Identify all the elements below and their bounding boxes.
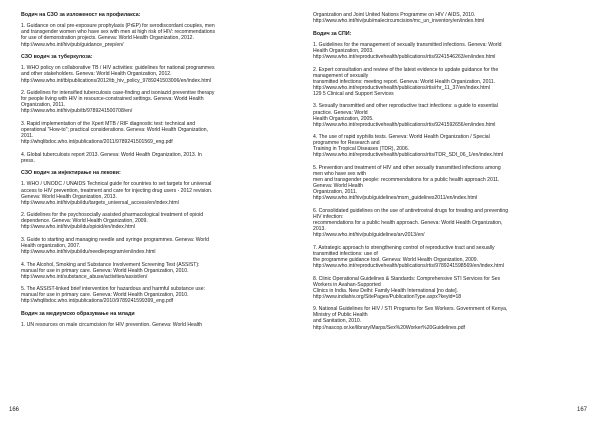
section-heading: Водич за медиумско образување на млади — [21, 310, 135, 317]
reference-entry: 5. Prevention and treatment of HIV and other sexually transmitted infections among men who have sex with men and transgender people: recommendations for a public health approach 2011. Geneva: World Health Organization, 2011. http://www.who.int/hiv/pub/guidelines/msm_guidelines2011/en/index.html — [313, 164, 501, 202]
reference-entry: 9. National Guidelines for HIV / STI Programs for Sex Workers. Government of Kenya, Ministry of Public Health and Sanitation, 2010. http://nascop.or.ke/library/Marps/Sex%20Worker%20Guidelines.pdf — [313, 306, 508, 331]
section-heading: СЗО водич за туберкулоза: — [21, 54, 93, 61]
reference-entry: 3. Guide to starting and managing needle and syringe programmes. Geneva: World Health organization, 2007. http://www.who.int/hiv/pub/idu/needleprogram/en/index.html — [21, 236, 209, 256]
right-page-text — [313, 12, 595, 337]
reference-entry: 3. Rapid implementation of the Xpert MTB / RIF diagnostic test: technical and operational "How-to"; practical considerations. Geneva: World Health Organization, 2011. http://whqlibdoc.who.int/publications/2011/9789241501569_eng.pdf — [21, 120, 208, 146]
reference-entry: 2. Expert consultation and review of the latest evidence to update guidance for the management of sexually transmitted infections: meeting report. Geneva: World Health Organization, 2011. http://www.who.int/reproductivehealth/publications/rtis/rhr_11_37/en/index.html 129 5 Clinical and Support Services — [313, 66, 499, 97]
reference-entry: 3. Sexually transmitted and other reproductive tract infections: a guide to essential practice. Geneva: World Health Organization, 2005. http://www.who.int/reproductivehealth/publications/rtis/9241592656/en/index.html — [313, 103, 498, 128]
reference-entry: 8. Clinic Operational Guidelines & Standards: Comprehensive STI Services for Sex Workers in Avahan-Supported Clinics in India. New Delhi: Family Health International [no date]. http://www.indiahiv.org/SitePages/PublicationType.aspx?keyid=18 — [313, 275, 501, 300]
reference-entry: Organization and Joint United Nations Programme on HIV / AIDS, 2010. http://www.who.int/hiv/pub/malecircumcision/mc_un_inventory/en/index.html — [313, 12, 485, 25]
reference-entry: 1. WHO / UNODC / UNAIDS Technical guide for countries to set targets for universal access to HIV prevention, treatment and care for injecting drug users - 2012 revision. Geneva: World Health Organization, 2013. http://www.who.int/hiv/pub/idu/targets_universal_access/en/index.html — [21, 181, 213, 206]
reference-entry: 4. The use of rapid syphilis tests. Geneva: World Health Organization / Special programme for Research and Training in Tropical Diseases (TDR), 2006. http://www.who.int/reproductivehealth/publications/rtis/TDR_SDI_06_1/en/index.html — [313, 134, 503, 159]
reference-entry: 1. UN resources on male circumcision for HIV prevention. Geneva: World Health — [21, 322, 203, 329]
right-page — [300, 0, 600, 424]
reference-entry: 2. Guidelines for the psychosocially assisted pharmacological treatment of opioid dependence. Geneva: World Health Organization, 2009. http://www.who.int/hiv/pub/idu/opioid/en/index.html — [21, 212, 204, 231]
reference-entry: 1. Guidance on oral pre-exposure prophylaxis (PrEP) for serodiscordant couples, men and transgender women who have sex with men at high risk of HIV: recommendations for use of demonstration projects. Geneva: World Health Organization, 2012. http://www.who.int/hiv/pub/guidance_prep/en/ — [21, 23, 216, 48]
reference-entry: 1. WHO policy on collaborative TB / HIV activities: guidelines for national programmes and other stakeholders. Geneva: World Health Organization, 2012. http://www.who.int/tb/publications/2012/tb_hiv_policy_9789241503006/en/index.html — [21, 65, 215, 84]
reference-entry: 4. The Alcohol, Smoking and Substance Involvement Screening Test (ASSIST): manual for use in primary care. Geneva: World Health Organization, 2010. http://www.who.int/substance_abuse/activities/assist/en/ — [21, 261, 200, 280]
reference-entry: 6. Consolidated guidelines on the use of antiretroviral drugs for treating and preventing HIV infection: recommendations for a public health approach. Geneva: World Health Organization, 2013. http://www.who.int/hiv/pub/guidelines/arv2013/en/ — [313, 207, 509, 239]
reference-entry: 1. Guidelines for the management of sexually transmitted infections. Geneva: World Health Organization, 2003. http://www.who.int/reproductivehealth/publications/rtis/9241546263/en/index.html — [313, 41, 502, 61]
section-heading: Водич на СЗО за изложеност на профилакса: — [21, 12, 141, 18]
right-page-number: 167 — [576, 407, 587, 413]
reference-entry: 7. Astrategic approach to strengthening control of reproductive tract and sexually transmitted infections: use of the programme guidance tool. Geneva: World Health Organization, 2009. http://www.who.int/reproductivehealth/publications/rtis/9789241598569/en/index.html — [313, 244, 504, 270]
left-page-number: 166 — [9, 407, 20, 413]
reference-entry: 4. Global tuberculosis report 2013. Geneva: World Health Organization, 2013. In press. — [21, 151, 202, 164]
section-heading: СЗО водич за инјектирање на лекови: — [21, 170, 121, 177]
reference-entry: 2. Guidelines for intensified tuberculosis case-finding and isoniazid preventive therapy for people living with HIV in resource-constrained settings. Geneva: World Health Organization, 2011. http://www.who.int/hiv/pub/tb/9789241500708/en/ — [21, 90, 215, 115]
section-heading: Водич за СПИ: — [313, 30, 352, 37]
reference-entry: 5. The ASSIST-linked brief intervention for hazardous and harmful substance use: manual for use in primary care. Geneva: World Health Organization, 2010. http://whqlibdoc.who.int/publications/2010/9789241599399_eng.pdf — [21, 286, 205, 305]
left-page-text — [21, 12, 300, 335]
